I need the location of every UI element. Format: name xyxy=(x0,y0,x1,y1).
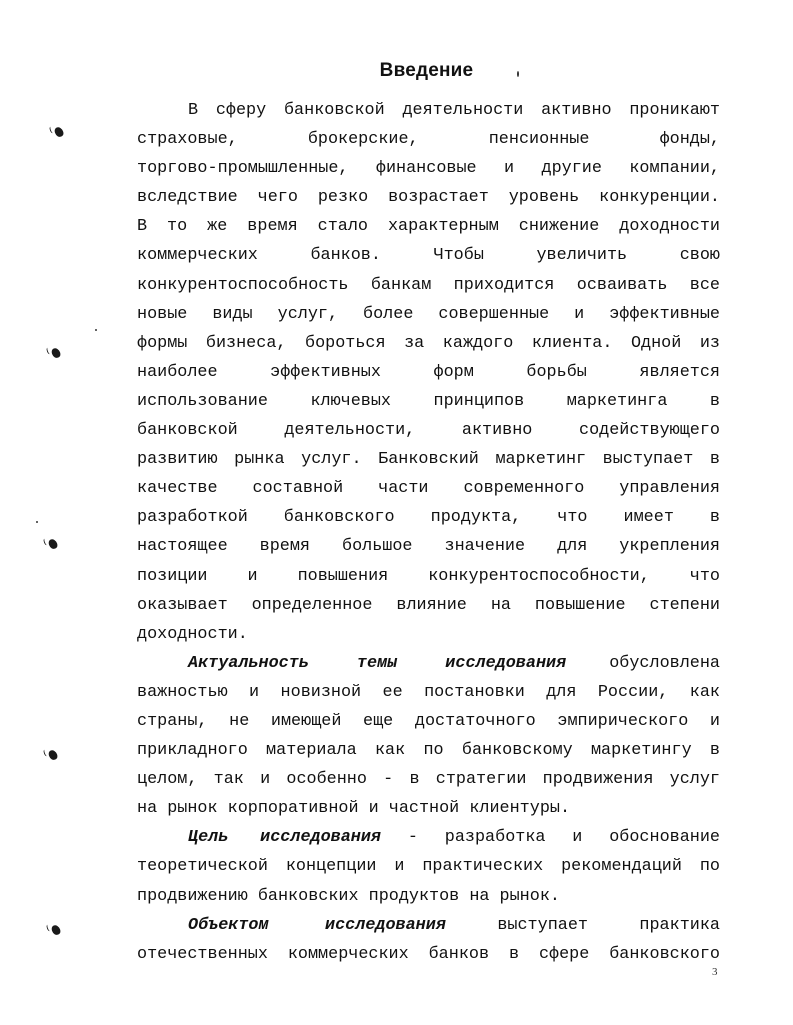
page-title: Введение xyxy=(379,60,474,81)
text-line: продвижению банковских продуктов на рынок. xyxy=(137,886,560,906)
paragraph-object xyxy=(137,911,720,969)
emphasized-term: Актуальность темы исследования xyxy=(188,653,567,673)
text-line: наиболее эффективных форм борьбы является xyxy=(137,362,720,382)
text-line: новые виды услуг, более совершенные и эффективные xyxy=(137,304,720,324)
scan-artifact-mark xyxy=(51,924,62,936)
scan-artifact-speck xyxy=(517,71,519,77)
paragraph-relevance xyxy=(137,649,720,824)
text-line: прикладного материала как по банковскому маркетингу в xyxy=(137,741,720,761)
text-line: позиции и повышения конкурентоспособности, что xyxy=(137,566,720,586)
text-line: В то же время стало характерным снижение доходности xyxy=(137,217,720,237)
scan-artifact-mark xyxy=(48,749,59,761)
text-line: формы бизнеса, бороться за каждого клиента. Одной из xyxy=(137,333,720,353)
scan-artifact-mark xyxy=(51,347,62,359)
scan-artifact-mark xyxy=(48,538,59,550)
text-line: важностью и новизной ее постановки для России, как xyxy=(137,682,720,702)
text-line: В сферу банковской деятельности активно проникают xyxy=(188,101,720,120)
text-line: доходности. xyxy=(137,624,248,644)
text-run: - разработка и обоснование xyxy=(407,828,720,848)
paragraph-intro xyxy=(137,96,720,649)
scan-artifact-speck xyxy=(95,329,97,331)
text-line: разработкой банковского продукта, что имеет в xyxy=(137,508,720,528)
document-body xyxy=(137,96,720,969)
text-line: оказывает определенное влияние на повышение степени xyxy=(137,595,720,615)
text-line: торгово-промышленные, финансовые и другие компании, xyxy=(137,159,720,179)
text-line xyxy=(137,649,720,678)
scan-artifact-speck xyxy=(36,521,38,523)
emphasized-term: Цель исследования xyxy=(188,828,382,848)
text-run: выступает практика xyxy=(497,915,720,935)
text-line: качестве составной части современного управления xyxy=(137,479,720,499)
text-line: конкурентоспособность банкам приходится осваивать все xyxy=(137,275,720,295)
text-run: обусловлена xyxy=(609,653,720,673)
text-line: коммерческих банков. Чтобы увеличить свою xyxy=(137,246,720,266)
text-line: целом, так и особенно - в стратегии продвижения услуг xyxy=(137,770,720,790)
text-line: использование ключевых принципов маркетинга в xyxy=(137,391,720,411)
text-line: теоретической концепции и практических рекомендаций по xyxy=(137,857,720,877)
text-line: страны, не имеющей еще достаточного эмпирического и xyxy=(137,711,720,731)
page-number: 3 xyxy=(712,966,718,978)
text-line: настоящее время большое значение для укрепления xyxy=(137,537,720,557)
text-line: банковской деятельности, активно содействующего xyxy=(137,421,720,441)
text-line: отечественных коммерческих банков в сфере банковского xyxy=(137,944,720,964)
text-line: вследствие чего резко возрастает уровень конкуренции. xyxy=(137,188,720,208)
text-line: на рынок корпоративной и частной клиентуры. xyxy=(137,799,571,819)
text-line xyxy=(137,823,720,852)
scan-artifact-mark xyxy=(54,126,65,138)
emphasized-term: Объектом исследования xyxy=(188,915,446,935)
paragraph-goal xyxy=(137,823,720,910)
text-line: страховые, брокерские, пенсионные фонды, xyxy=(137,130,720,150)
text-line: развитию рынка услуг. Банковский маркетинг выступает в xyxy=(137,450,720,470)
text-line xyxy=(137,911,720,940)
